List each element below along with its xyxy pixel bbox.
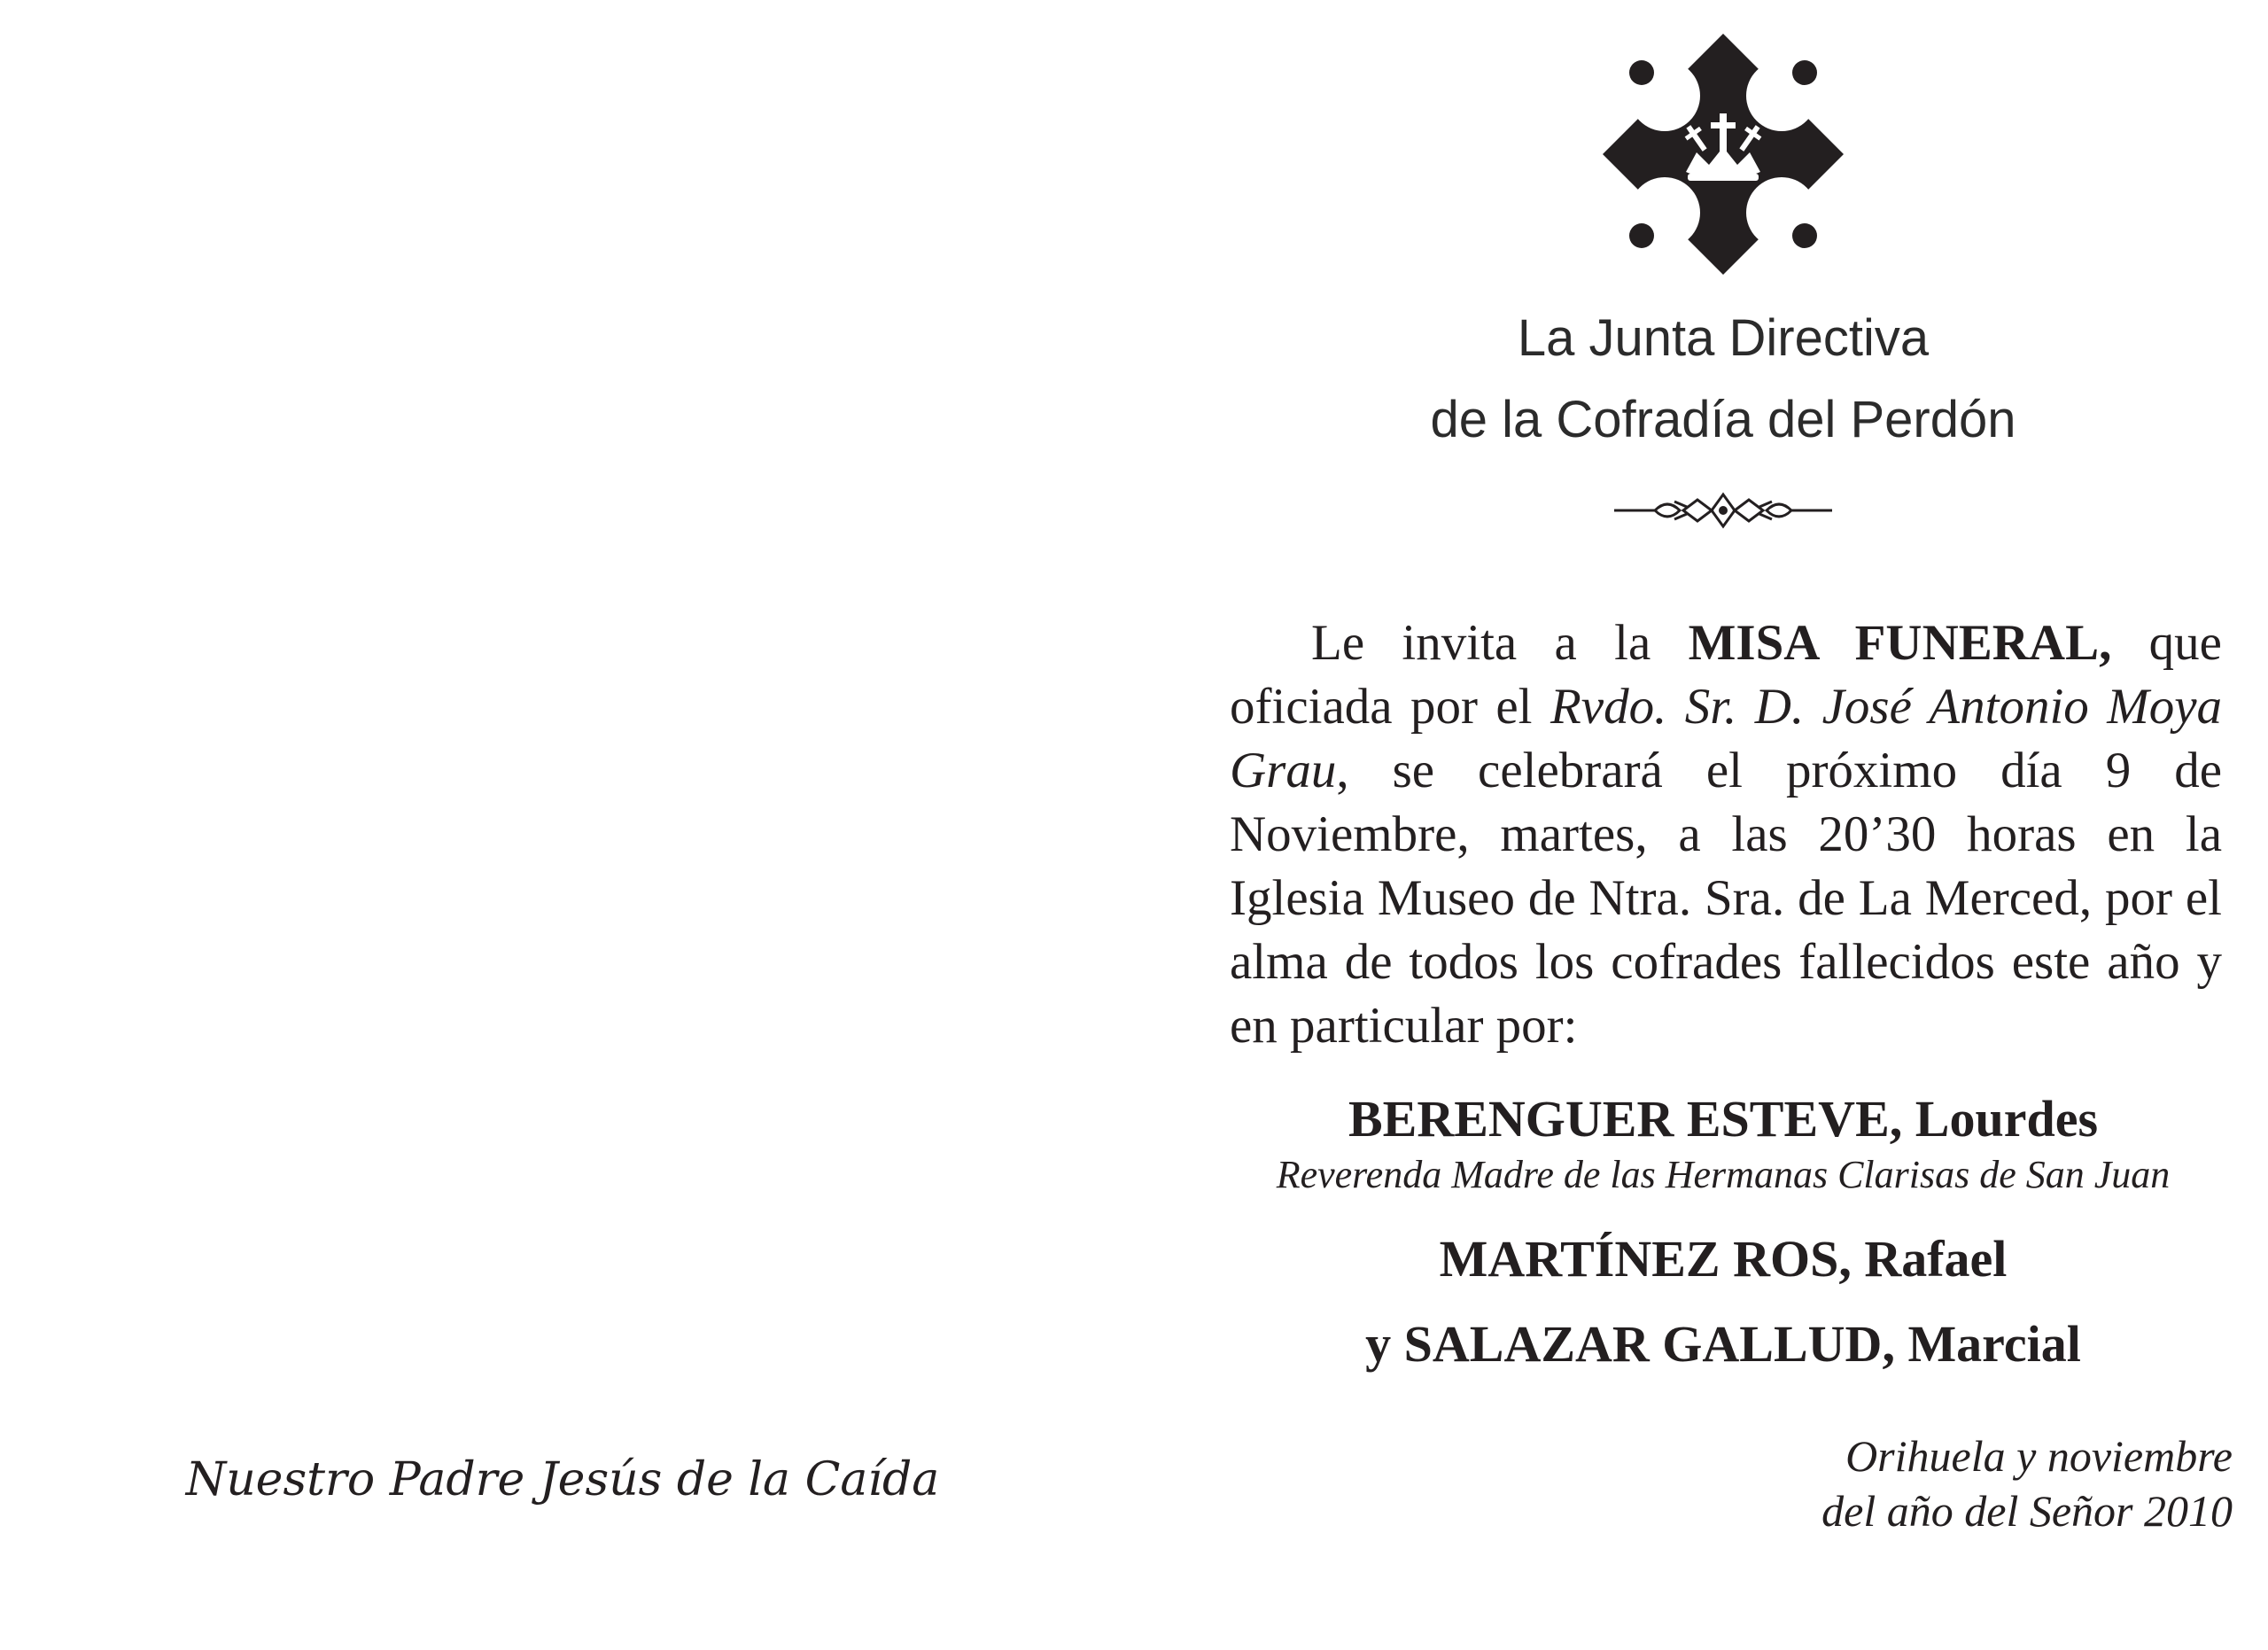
deceased-name-3: y SALAZAR GALLUD, Marcial bbox=[1365, 1315, 2081, 1373]
left-caption: Nuestro Padre Jesús de la Caída bbox=[185, 1453, 940, 1506]
invitation-text bbox=[1230, 611, 2222, 1058]
heading bbox=[1214, 298, 2233, 461]
invitation-part-2: que oficiada por el bbox=[1230, 615, 2222, 735]
signoff-line-2: del año del Señor 2010 bbox=[1821, 1486, 2233, 1536]
invitation-part-3: , se celebrará el próximo día 9 de Noviembre, martes, a las 20’30 horas en la Iglesia Museo de Ntra. Sra. de La Merced, por el alma de todos los cofrades fallecidos este año y en particular por: bbox=[1230, 743, 2222, 1054]
signoff bbox=[1612, 1428, 2233, 1538]
signoff-line-1: Orihuela y noviembre bbox=[1845, 1431, 2233, 1481]
deceased-name-2: MARTÍNEZ ROS, Rafael bbox=[1439, 1230, 2008, 1288]
invitation-part-1: Le invita a la bbox=[1311, 615, 1689, 671]
ornament-divider-icon bbox=[1612, 486, 1834, 535]
heading-line-2: de la Cofradía del Perdón bbox=[1430, 391, 2016, 448]
heading-line-1: La Junta Directiva bbox=[1517, 309, 1930, 367]
event-name: MISA FUNERAL, bbox=[1688, 615, 2112, 671]
deceased-name-1: BERENGUER ESTEVE, Lourdes bbox=[1348, 1090, 2099, 1148]
celebrant-name: Rvdo. Sr. D. José Antonio Moya Grau bbox=[1230, 679, 2222, 798]
cofradia-emblem-icon bbox=[1601, 32, 1845, 276]
deceased-list bbox=[1214, 1088, 2233, 1375]
deceased-description-1: Reverenda Madre de las Hermanas Clarisas de San Juan bbox=[1276, 1153, 2171, 1196]
